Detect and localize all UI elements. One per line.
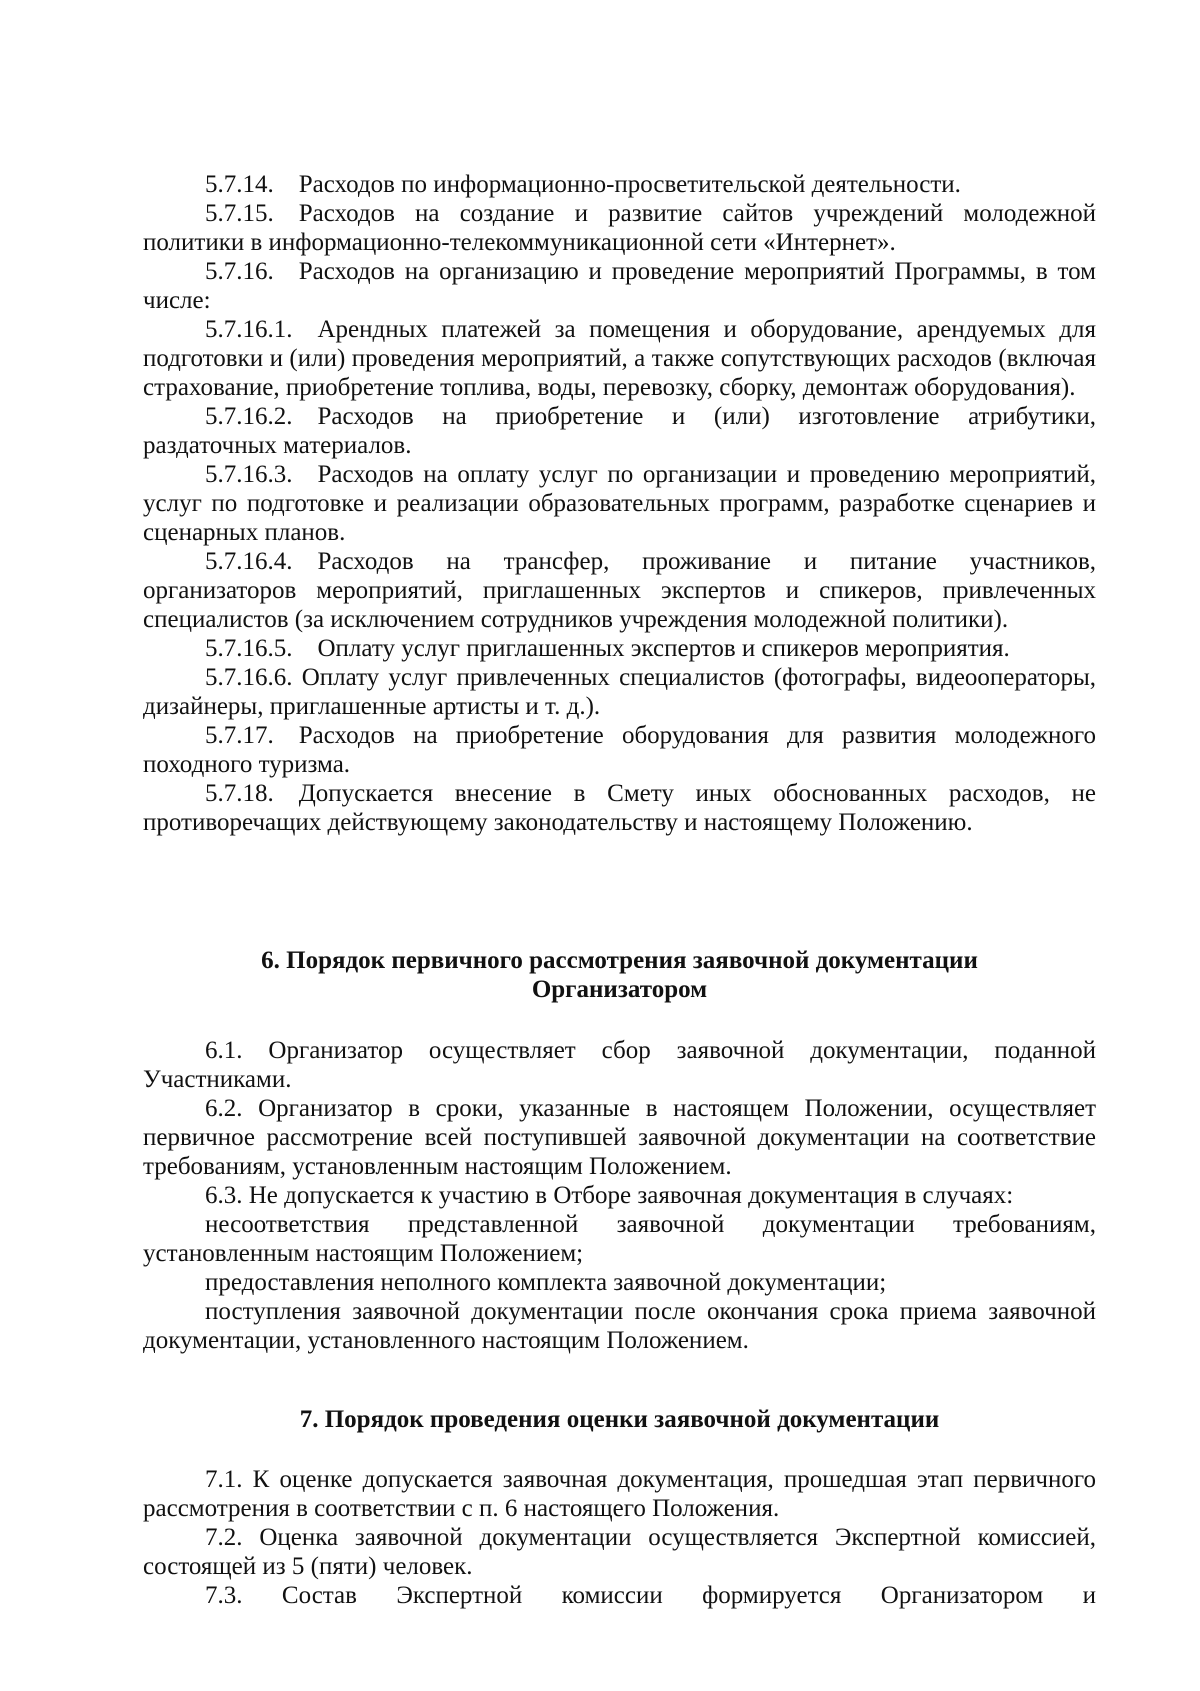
- section-7-body: [143, 1465, 1096, 1610]
- paragraph-6-2: 6.2. Организатор в сроки, указанные в настоящем Положении, осуществляет первичное рассмотрение всей поступившей заявочной документации на соответствие требованиям, установленным настоящим Положением.: [143, 1095, 1096, 1180]
- paragraph-5-7-16-3: 5.7.16.3. Расходов на оплату услуг по организации и проведению мероприятий, услуг по подготовке и реализации образовательных программ, разработке сценариев и сценарных планов.: [143, 461, 1096, 546]
- paragraph-7-3: 7.3. Состав Экспертной комиссии формируется Организатором и: [205, 1582, 1096, 1609]
- paragraph-5-7-16-5: 5.7.16.5. Оплату услуг приглашенных экспертов и спикеров мероприятия.: [205, 635, 1010, 662]
- paragraph-6-3-item-1: несоответствия представленной заявочной документации требованиям, установленным настоящим Положением;: [143, 1211, 1096, 1267]
- section-6-heading-line-2: Организатором: [531, 976, 708, 1003]
- section-6-heading-line-1: 6. Порядок первичного рассмотрения заявочной документации: [261, 947, 978, 974]
- section-7-heading-text: 7. Порядок проведения оценки заявочной документации: [299, 1406, 940, 1433]
- paragraph-5-7-14: 5.7.14. Расходов по информационно-просветительской деятельности.: [205, 171, 961, 198]
- paragraph-5-7-16-1: 5.7.16.1. Арендных платежей за помещения и оборудование, арендуемых для подготовки и (или) проведения мероприятий, а также сопутствующих расходов (включая страхование, приобретение топлива, воды, перевозку, сборку, демонтаж оборудования).: [143, 316, 1096, 401]
- paragraph-5-7-15: 5.7.15. Расходов на создание и развитие сайтов учреждений молодежной политики в информационно-телекоммуникационной сети «Интернет».: [143, 200, 1096, 256]
- section-6-heading: [143, 946, 1096, 1004]
- paragraph-6-3-item-2: предоставления неполного комплекта заявочной документации;: [205, 1269, 887, 1296]
- paragraph-5-7-16-4: 5.7.16.4. Расходов на трансфер, проживание и питание участников, организаторов мероприятий, приглашенных экспертов и спикеров, привлеченных специалистов (за исключением сотрудников учреждения молодежной политики).: [143, 548, 1096, 633]
- paragraph-7-2: 7.2. Оценка заявочной документации осуществляется Экспертной комиссией, состоящей из 5 (пяти) человек.: [143, 1524, 1096, 1580]
- paragraph-5-7-18: 5.7.18. Допускается внесение в Смету иных обоснованных расходов, не противоречащих действующему законодательству и настоящему Положению.: [143, 780, 1096, 836]
- paragraph-5-7-17: 5.7.17. Расходов на приобретение оборудования для развития молодежного походного туризма.: [143, 722, 1096, 778]
- paragraph-5-7-16: 5.7.16. Расходов на организацию и проведение мероприятий Программы, в том числе:: [143, 258, 1096, 314]
- paragraph-6-3-item-3: поступления заявочной документации после окончания срока приема заявочной документации, установленного настоящим Положением.: [143, 1298, 1096, 1354]
- paragraph-6-3: 6.3. Не допускается к участию в Отборе заявочная документация в случаях:: [205, 1182, 1014, 1209]
- paragraph-7-1: 7.1. К оценке допускается заявочная документация, прошедшая этап первичного рассмотрения в соответствии с п. 6 настоящего Положения.: [143, 1466, 1096, 1522]
- section-7-heading: [143, 1405, 1096, 1434]
- paragraph-6-1: 6.1. Организатор осуществляет сбор заявочной документации, поданной Участниками.: [143, 1037, 1096, 1093]
- section-5-continuation: [143, 170, 1096, 837]
- paragraph-5-7-16-6: 5.7.16.6. Оплату услуг привлеченных специалистов (фотографы, видеооператоры, дизайнеры, приглашенные артисты и т. д.).: [143, 664, 1096, 720]
- paragraph-5-7-16-2: 5.7.16.2. Расходов на приобретение и (или) изготовление атрибутики, раздаточных материалов.: [143, 403, 1096, 459]
- section-6-body: [143, 1036, 1096, 1355]
